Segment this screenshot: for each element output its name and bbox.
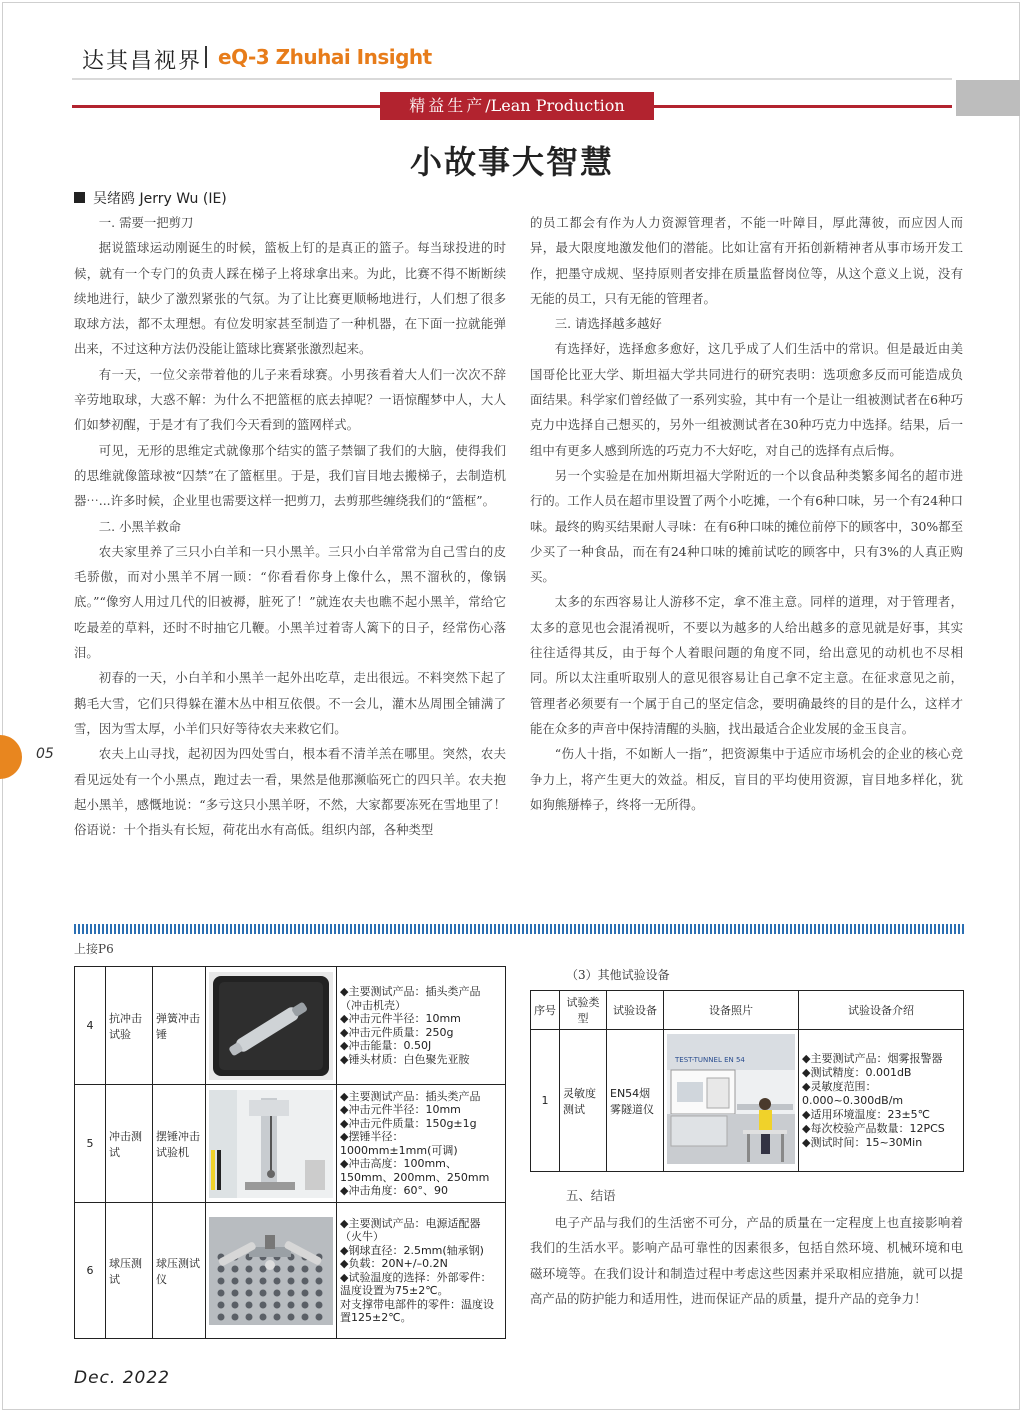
section-banner-cn: 精益生产	[409, 96, 486, 115]
section-heading: 二. 小黑羊救命	[98, 518, 182, 534]
paragraph: 另一个实验是在加州斯坦福大学附近的一个以食品种类繁多闻名的超市进行的。工作人员在超市里设置了两个小吃摊，一个有6种口味，另一个有24种口味。最终的购买结果耐人寻味：在有6种口味的摊位前停下的顾客中，30%都至少买了一种食品，而在有24种口味的摊前试吃的顾客中，只有3%的人真正购买。	[530, 467, 963, 585]
section5-text-block	[530, 1210, 963, 1311]
desc-line: ◆主要测试产品：烟雾报警器	[802, 1051, 943, 1065]
row-desc	[337, 1085, 506, 1203]
row-device: EN54烟雾隧道仪	[607, 1030, 664, 1172]
article-title: 小故事大智慧	[409, 143, 614, 181]
header-separator	[205, 46, 207, 68]
row-no: 4	[75, 967, 106, 1085]
desc-line: ◆负载：20N+/–0.2N	[340, 1257, 448, 1270]
row-photo	[206, 967, 337, 1085]
header-rule	[72, 78, 952, 80]
smoke-tunnel-photo	[667, 1034, 795, 1164]
paragraph: 可见，无形的思维定式就像那个结实的篮子禁锢了我们的大脑，使得我们的思维就像篮球被“囚禁”在了篮框里。于是，我们盲目地去搬梯子，去制造机器⋯...许多时候，企业里也需要这样一把剪刀，去剪那些缠绕我们的“篮框”。	[74, 442, 506, 509]
desc-line: ◆冲击角度：60°、90	[340, 1184, 448, 1197]
test-equipment-table-right	[530, 990, 964, 1172]
paragraph: 有一天，一位父亲带着他的儿子来看球赛。小男孩看着大人们一次次不辞辛劳地取球，大惑不解：为什么不把篮框的底去掉呢？一语惊醒梦中人，大人们如梦初醒，于是才有了我们今天看到的篮网样式。	[74, 366, 506, 433]
desc-line: ◆冲击能量：0.50J	[340, 1039, 432, 1052]
section-heading: 一. 需要一把剪刀	[98, 215, 194, 230]
table-row	[531, 1030, 964, 1172]
paragraph: 初春的一天，小白羊和小黑羊一起外出吃草，走出很远。不料突然下起了鹅毛大雪，它们只得躲在灌木丛中相互依偎。不一会儿，灌木丛周围全铺满了雪，因为雪太厚，小羊们只好等待农夫来救它们。	[74, 670, 506, 736]
row-no: 6	[75, 1203, 106, 1339]
desc-line: ◆试验温度的选择：外部零件：温度设置为75±2℃。	[340, 1270, 492, 1297]
section5-text: 电子产品与我们的生活密不可分，产品的质量在一定程度上也直接影响着我们的生活水平。影响产品可靠性的因素很多，包括自然环境、机械环境和电磁环境等。在我们设计和制造过程中考虑这些因素并采取相应措施，就可以提高产品的防护能力和适用性，进而保证产品的质量，提升产品的竞争力！	[530, 1215, 963, 1306]
other-equipment-caption: （3）其他试验设备	[566, 968, 670, 982]
row-type: 冲击测试	[106, 1085, 153, 1203]
desc-line: ◆每次校验产品数量：12PCS	[802, 1121, 945, 1135]
desc-line: ◆主要测试产品：插头类产品	[340, 1089, 481, 1103]
spring-hammer-photo	[209, 972, 333, 1080]
desc-line: ◆钢球直径：2.5mm(轴承钢)	[340, 1243, 484, 1257]
table-row	[75, 967, 506, 1085]
row-photo	[206, 1203, 337, 1339]
tunnel-label: TEST-TUNNEL EN 54	[675, 1056, 745, 1064]
row-no: 1	[531, 1030, 560, 1172]
row-desc	[337, 1203, 506, 1339]
row-photo	[664, 1030, 799, 1172]
dashed-divider	[74, 924, 964, 934]
th-photo: 设备照片	[664, 991, 799, 1030]
page-number: 05	[36, 746, 54, 762]
article-left-column	[74, 210, 506, 842]
row-type: 灵敏度测试	[560, 1030, 607, 1172]
paragraph: 有选择好，选择愈多愈好，这几乎成了人们生活中的常识。但是最近由美国哥伦比亚大学、斯坦福大学共同进行的研究表明：选项愈多反而可能造成负面结果。科学家们曾经做了一系列实验，其中有一个是让一组被测试者在6种巧克力中选择自己想买的，另外一组被测试者在30种巧克力中选择。结果，后一组中有更多人感到所选的巧克力不大好吃，对自己的选择有点后悔。	[530, 341, 963, 458]
table-row	[75, 1085, 506, 1203]
th-desc: 试验设备介绍	[799, 991, 964, 1030]
article-author	[74, 188, 227, 208]
th-device: 试验设备	[607, 991, 664, 1030]
test-equipment-table-left	[74, 966, 506, 1339]
row-desc	[337, 967, 506, 1085]
row-device: 摆锤冲击试验机	[153, 1085, 206, 1203]
table-row	[75, 1203, 506, 1339]
header-gray-block	[956, 80, 1020, 116]
desc-line: ◆冲击元件半径：10mm	[340, 1012, 461, 1025]
desc-line: ◆灵敏度范围：0.000~0.300dB/m	[802, 1079, 904, 1107]
ball-pressure-photo	[209, 1217, 333, 1325]
row-desc	[799, 1030, 964, 1172]
desc-line: ◆主要测试产品：电源适配器（火牛）	[340, 1216, 481, 1243]
author-name: 吴绪鸥 Jerry Wu (IE)	[93, 191, 227, 207]
desc-line: ◆适用环境温度：23±5℃	[802, 1107, 931, 1121]
paragraph: 据说篮球运动刚诞生的时候，篮板上钉的是真正的篮子。每当球投进的时候，就有一个专门的负责人踩在梯子上将球拿出来。为此，比赛不得不断断续续地进行，缺少了激烈紧张的气氛。为了让比赛更顺畅地进行，人们想了很多取球方法，都不太理想。有位发明家甚至制造了一种机器，在下面一拉就能弹出来，不过这种方法仍没能让篮球比赛紧张激烈起来。	[74, 240, 506, 357]
row-device: 球压测试仪	[153, 1203, 206, 1339]
desc-line: ◆锤头材质：白色聚先亚胺	[340, 1052, 470, 1066]
desc-line: ◆摆锤半径：1000mm±1mm(可调)	[340, 1130, 458, 1157]
desc-line: ◆冲击高度：100mm、150mm、200mm、250mm	[340, 1157, 490, 1184]
desc-line: ◆主要测试产品：插头类产品（冲击机壳）	[340, 985, 481, 1012]
desc-line: ◆冲击元件半径：10mm	[340, 1103, 461, 1116]
header-brand-en: eQ-3 Zhuhai Insight	[218, 45, 432, 69]
pendulum-tester-photo	[209, 1090, 333, 1198]
author-square-icon	[74, 192, 85, 203]
row-photo	[206, 1085, 337, 1203]
row-type: 抗冲击试验	[106, 967, 153, 1085]
section5-heading: 五、结语	[566, 1188, 616, 1203]
desc-line: ◆冲击元件质量：150g±1g	[340, 1116, 477, 1130]
th-no: 序号	[531, 991, 560, 1030]
paragraph: 农夫家里养了三只小白羊和一只小黑羊。三只小白羊常常为自己雪白的皮毛骄傲，而对小黑羊不屑一顾：“你看看你身上像什么，黑不溜秋的，像锅底。”“像穷人用过几代的旧被褥，脏死了！”就连农夫也瞧不起小黑羊，常给它吃最差的草料，还时不时抽它几鞭。小黑羊过着寄人篱下的日子，经常伤心落泪。	[74, 543, 506, 661]
desc-line: 对支撑带电部件的零件：温度设置125±2℃。	[340, 1297, 494, 1324]
row-type: 球压测试	[106, 1203, 153, 1339]
paragraph: “伤人十指，不如断人一指”，把资源集中于适应市场机会的企业的核心竞争力上，将产生更大的效益。相反，盲目的平均使用资源，盲目地多样化，犹如狗熊掰棒子，终将一无所得。	[530, 746, 963, 812]
section-banner-en: /Lean Production	[485, 96, 625, 115]
issue-date: Dec. 2022	[74, 1368, 170, 1388]
section-banner	[380, 92, 654, 120]
header-brand-cn: 达其昌视界	[82, 49, 203, 74]
desc-line: ◆测试时间：15~30Min	[802, 1135, 923, 1149]
row-device: 弹簧冲击锤	[153, 967, 206, 1085]
continued-label: 上接P6	[74, 942, 114, 956]
th-type: 试验类型	[560, 991, 607, 1030]
desc-line: ◆测试精度：0.001dB	[802, 1065, 912, 1079]
section-heading: 三. 请选择越多越好	[554, 316, 662, 332]
row-no: 5	[75, 1085, 106, 1203]
paragraph: 太多的东西容易让人游移不定，拿不准主意。同样的道理，对于管理者，太多的意见也会混淆视听，不要以为越多的人给出越多的意见就是好事，其实往往适得其反，由于每个人着眼问题的角度不同，给出意见的动机也不尽相同。所以太注重听取别人的意见很容易让自己拿不定主意。在征求意见之前，管理者必须要有一个属于自己的坚定信念，要明确最终的目的是什么，这样才能在众多的声音中保持清醒的头脑，找出最适合企业发展的金玉良言。	[530, 594, 963, 736]
article-right-column	[530, 210, 963, 817]
paragraph: 的员工都会有作为人力资源管理者，不能一叶障目，厚此薄彼，而应因人而异，最大限度地激发他们的潜能。比如让富有开拓创新精神者从事市场开发工作，把墨守成规、坚持原则者安排在质量监督岗位等，从这个意义上说，没有无能的员工，只有无能的管理者。	[530, 215, 963, 306]
paragraph: 农夫上山寻找，起初因为四处雪白，根本看不清羊羔在哪里。突然，农夫看见远处有一个小黑点，跑过去一看，果然是他那濒临死亡的四只羊。农夫抱起小黑羊，感慨地说：“多亏这只小黑羊呀，不然，大家都要冻死在雪地里了！俗语说：十个指头有长短，荷花出水有高低。组织内部，各种类型	[74, 746, 506, 838]
desc-line: ◆冲击元件质量：250g	[340, 1025, 454, 1039]
